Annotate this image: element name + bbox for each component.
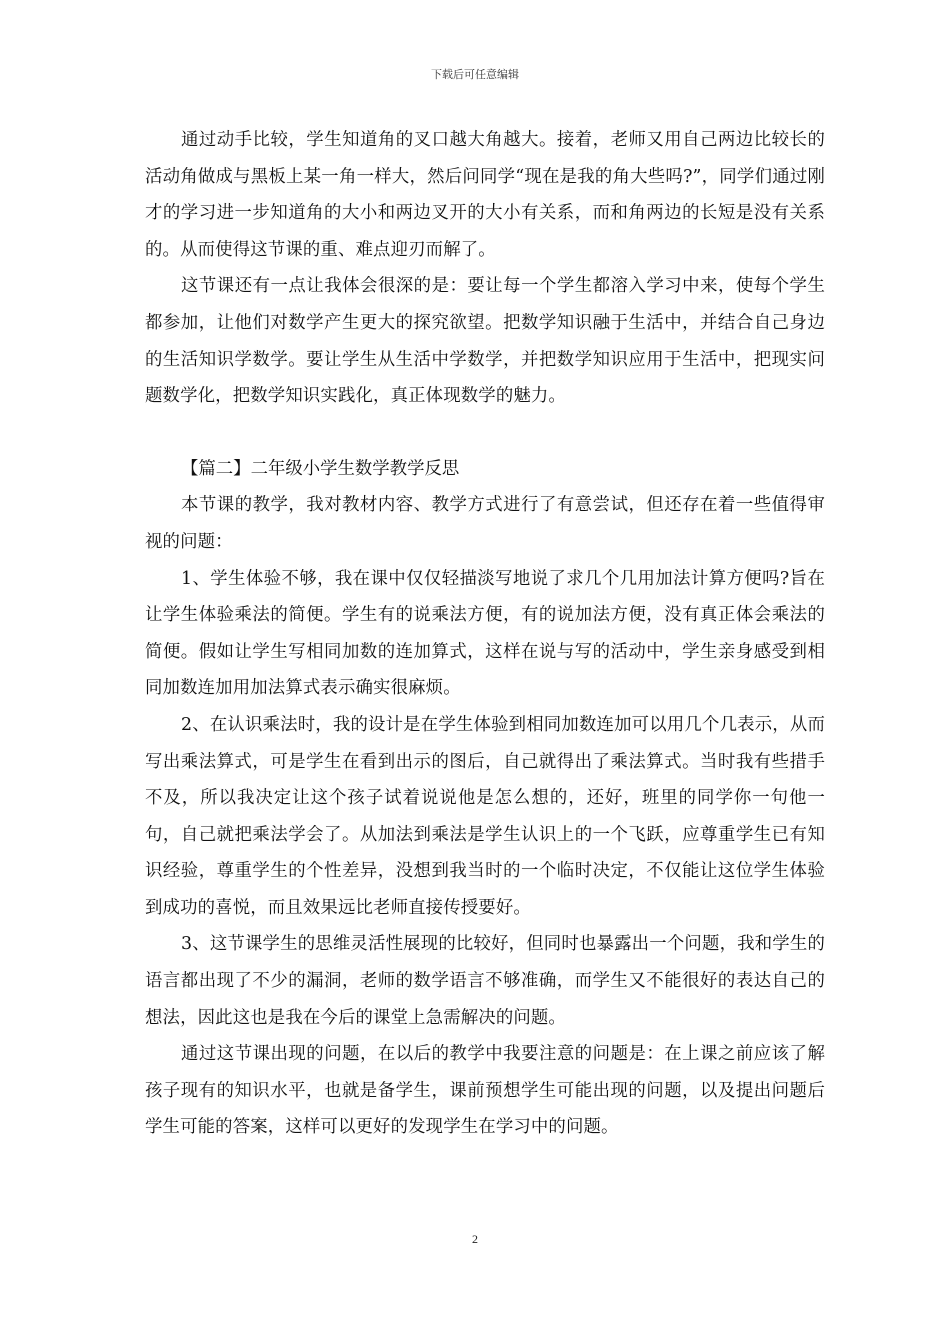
paragraph: 1、学生体验不够，我在课中仅仅轻描淡写地说了求几个几用加法计算方便吗?旨在让学生体验乘法的简便。学生有的说乘法方便，有的说加法方便，没有真正体会乘法的简便。假如让学生写相同加数的连加算式，这样在说与写的活动中，学生亲身感受到相同加数连加用加法算式表示确实很麻烦。: [145, 568, 825, 699]
paragraph: 3、这节课学生的思维灵活性展现的比较好，但同时也暴露出一个问题，我和学生的语言都出现了不少的漏洞，老师的数学语言不够准确，而学生又不能很好的表达自己的想法，因此这也是我在今后的课堂上急需解决的问题。: [145, 934, 825, 1028]
paragraph: 通过这节课出现的问题，在以后的教学中我要注意的问题是：在上课之前应该了解孩子现有的知识水平，也就是备学生，课前预想学生可能出现的问题，以及提出问题后学生可能的答案，这样可以更好的发现学生在学习中的问题。: [145, 1044, 825, 1138]
paragraph: 通过动手比较，学生知道角的叉口越大角越大。接着，老师又用自己两边比较长的活动角做成与黑板上某一角一样大，然后问同学“现在是我的角大些吗?”，同学们通过刚才的学习进一步知道角的大小和两边叉开的大小有关系，而和角两边的长短是没有关系的。从而使得这节课的重、难点迎刃而解了。: [145, 130, 825, 260]
paragraph: 这节课还有一点让我体会很深的是：要让每一个学生都溶入学习中来，使每个学生都参加，让他们对数学产生更大的探究欲望。把数学知识融于生活中，并结合自己身边的生活知识学数学。要让学生从生活中学数学，并把数学知识应用于生活中，把现实问题数学化，把数学知识实践化，真正体现数学的魅力。: [145, 276, 825, 407]
section-gap: [145, 415, 825, 451]
paragraph: 本节课的教学，我对教材内容、教学方式进行了有意尝试，但还存在着一些值得审视的问题：: [145, 495, 825, 552]
section-heading: 【篇二】二年级小学生数学教学反思: [181, 458, 460, 479]
page-number: 2: [472, 1232, 478, 1246]
paragraph: 2、在认识乘法时，我的设计是在学生体验到相同加数连加可以用几个几表示，从而写出乘法算式，可是学生在看到出示的图后，自己就得出了乘法算式。当时我有些措手不及，所以我决定让这个孩子试着说说他是怎么想的，还好，班里的同学你一句他一句，自己就把乘法学会了。从加法到乘法是学生认识上的一个飞跃，应尊重学生已有知识经验，尊重学生的个性差异，没想到我当时的一个临时决定，不仅能让这位学生体验到成功的喜悦，而且效果远比老师直接传授要好。: [145, 714, 825, 918]
page-header: 下载后可任意编辑: [431, 68, 519, 81]
document-body: [145, 122, 825, 1146]
